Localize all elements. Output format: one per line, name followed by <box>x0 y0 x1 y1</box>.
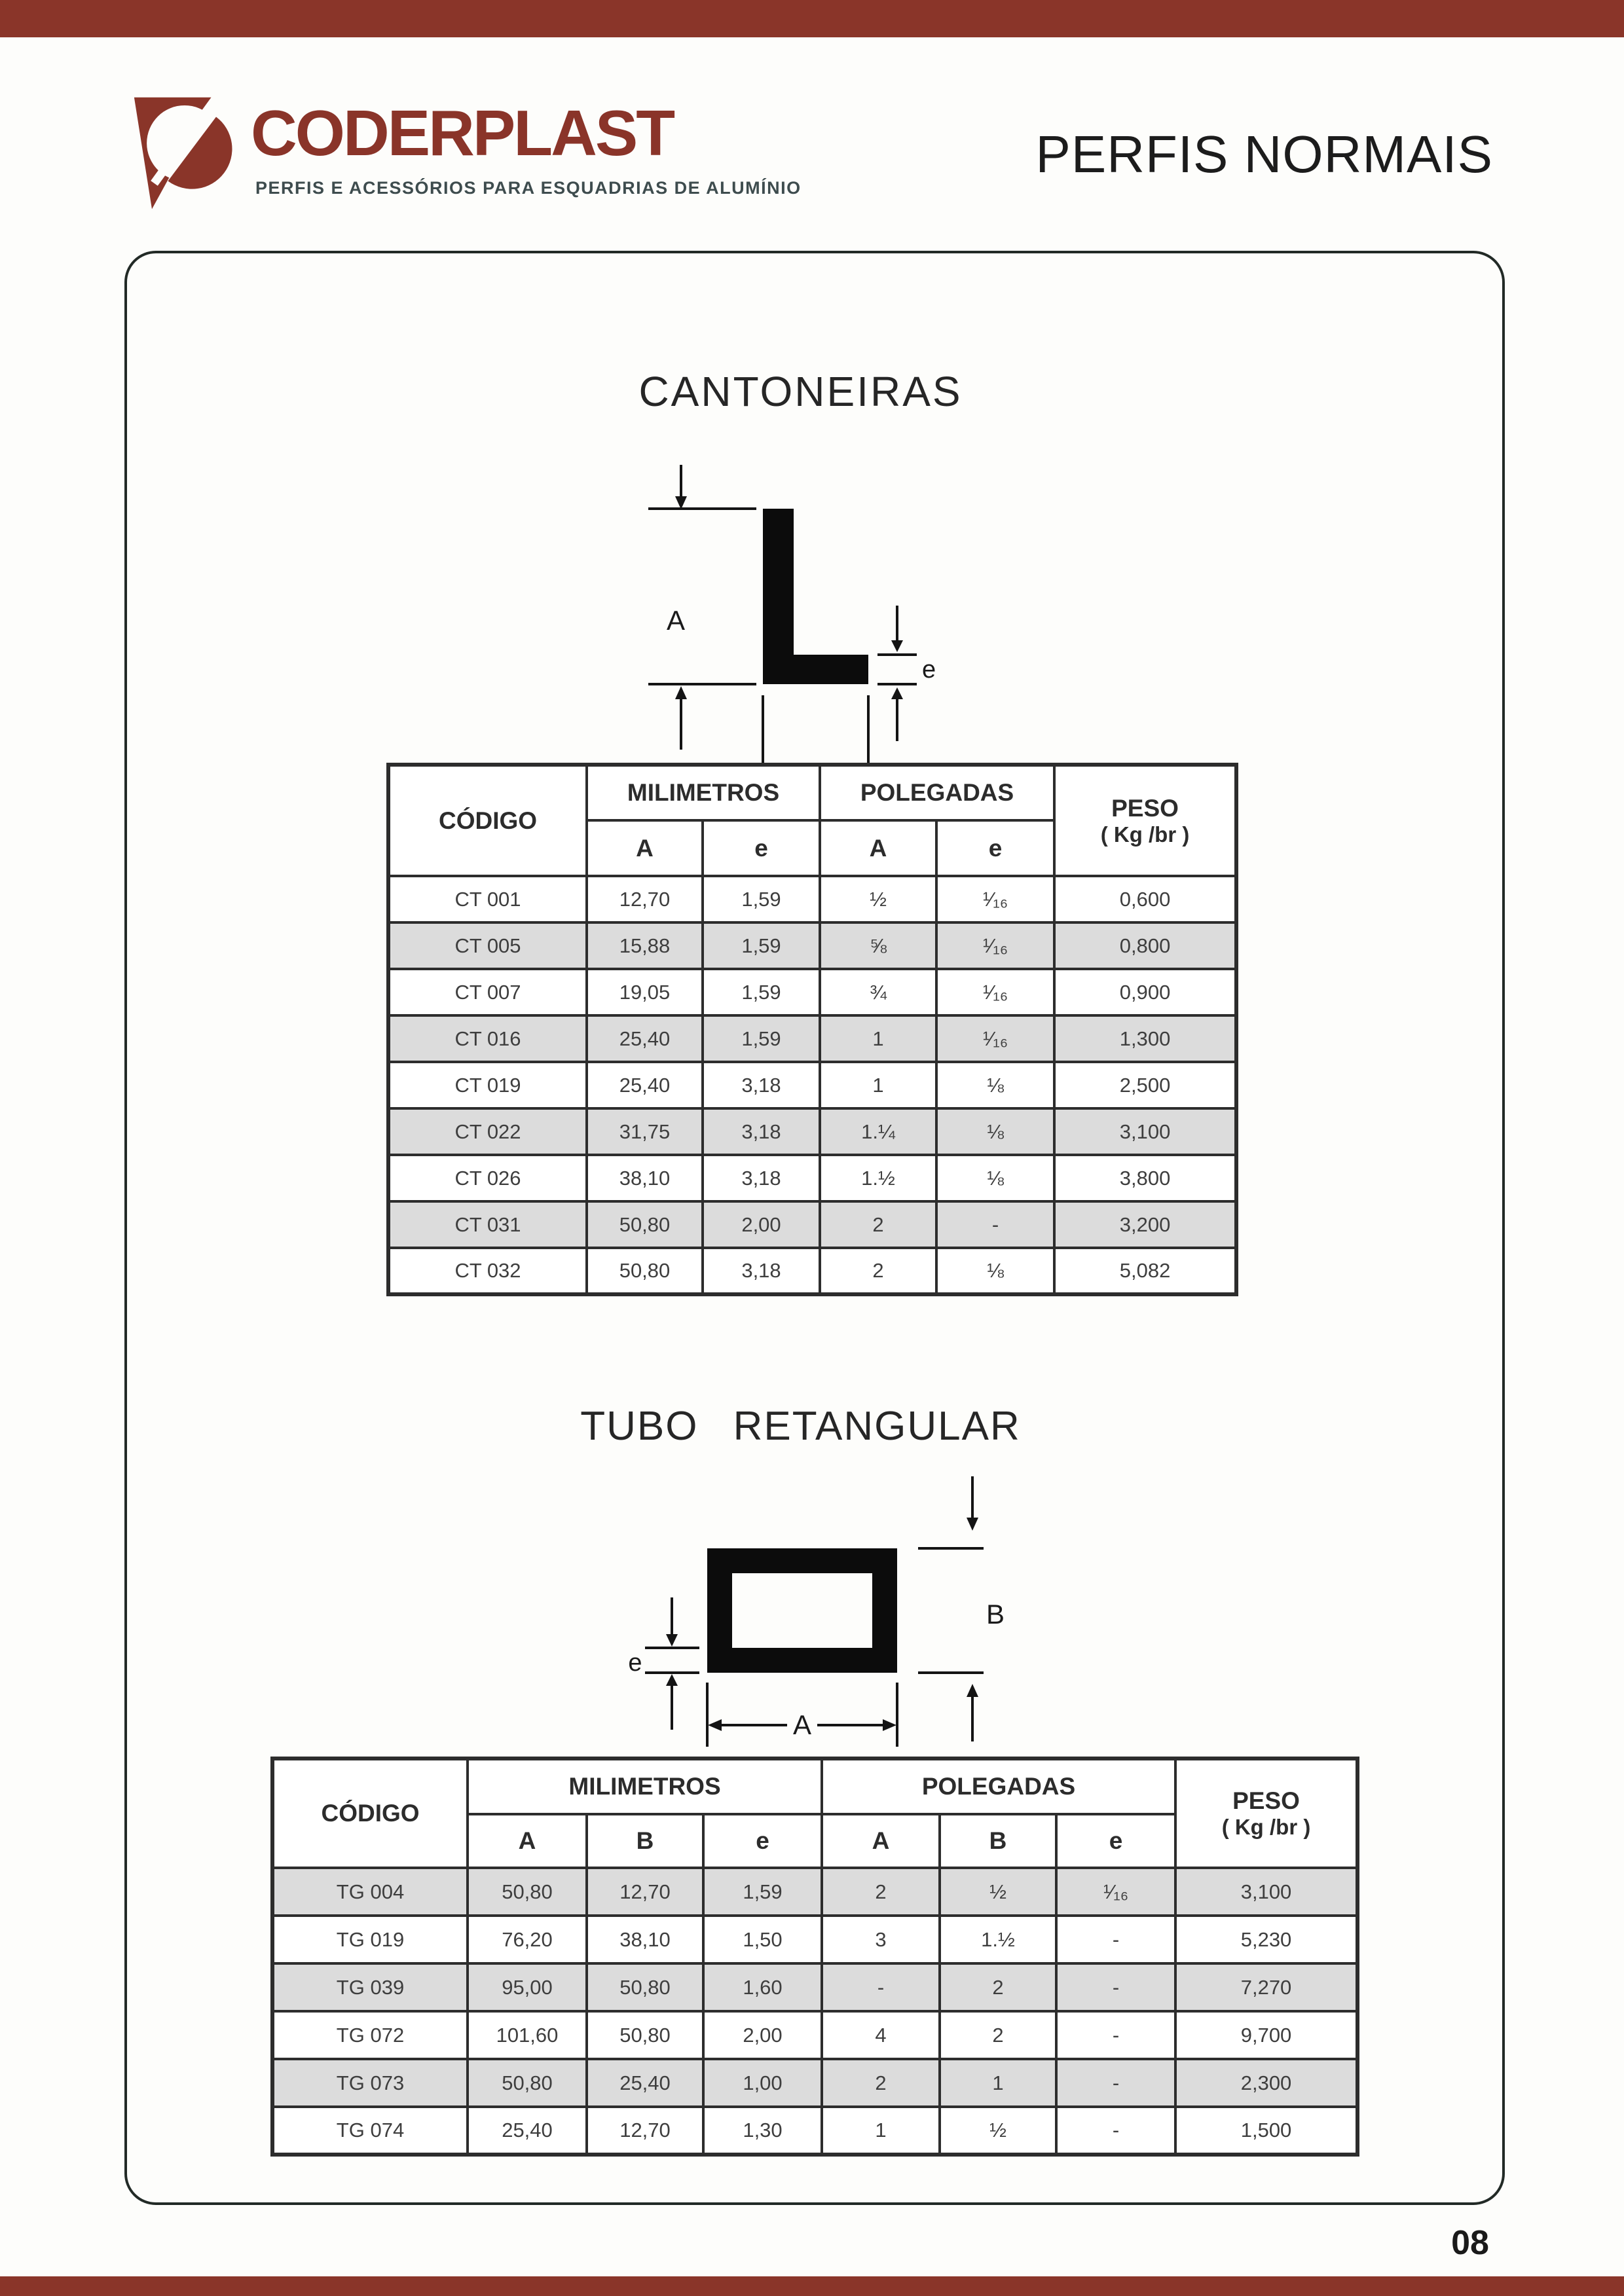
cell-mm-e: 1,59 <box>703 876 820 922</box>
cell-mm-a: 95,00 <box>468 1963 587 2011</box>
table-row <box>388 969 1236 1015</box>
cell-peso: 1,500 <box>1175 2107 1357 2155</box>
col-header-milimetros: MILIMETROS <box>468 1758 822 1814</box>
cell-pol-e: ⅛ <box>936 1108 1054 1155</box>
cell-pol-b: 2 <box>940 1963 1056 2011</box>
cell-pol-e: ¹⁄₁₆ <box>936 1015 1054 1062</box>
table-header-row <box>272 1758 1357 1814</box>
cell-mm-a: 12,70 <box>587 876 703 922</box>
peso-unit: ( Kg /br ) <box>1221 1815 1311 1839</box>
table-header-row <box>388 765 1236 820</box>
cell-pol-b: ½ <box>940 2107 1056 2155</box>
cell-codigo: TG 004 <box>272 1868 468 1916</box>
cell-pol-e: ⅛ <box>936 1155 1054 1201</box>
cell-pol-b: ½ <box>940 1868 1056 1916</box>
cell-pol-e: - <box>1056 1963 1175 2011</box>
col-header-polegadas: POLEGADAS <box>822 1758 1175 1814</box>
cell-pol-e: - <box>1056 2059 1175 2107</box>
cell-pol-e: ¹⁄₁₆ <box>936 876 1054 922</box>
cell-mm-e: 1,50 <box>703 1916 822 1963</box>
cell-pol-b: 2 <box>940 2011 1056 2059</box>
peso-label: PESO <box>1111 794 1179 822</box>
tube-inner-hole <box>732 1573 872 1648</box>
cell-pol-a: 1.½ <box>820 1155 936 1201</box>
col-header-milimetros: MILIMETROS <box>587 765 820 820</box>
l-profile-shape <box>763 509 868 684</box>
cantoneiras-table <box>386 763 1238 1296</box>
col-header-polegadas: POLEGADAS <box>820 765 1054 820</box>
cell-pol-a: 1.¼ <box>820 1108 936 1155</box>
col-header-codigo: CÓDIGO <box>272 1758 468 1868</box>
subcol-mm-a: A <box>587 820 703 876</box>
dim-label-a: A <box>792 1709 812 1740</box>
cell-peso: 3,200 <box>1054 1201 1236 1248</box>
cell-codigo: CT 007 <box>388 969 587 1015</box>
cell-codigo: CT 032 <box>388 1248 587 1294</box>
cell-pol-a: 4 <box>822 2011 940 2059</box>
section-title-cantoneiras: CANTONEIRAS <box>638 368 963 415</box>
cell-pol-e: - <box>936 1201 1054 1248</box>
cell-mm-b: 25,40 <box>587 2059 703 2107</box>
subcol-pol-a: A <box>820 820 936 876</box>
cell-pol-e: ¹⁄₁₆ <box>936 922 1054 969</box>
tubo-table <box>270 1757 1359 2157</box>
cell-pol-a: ½ <box>820 876 936 922</box>
cell-codigo: CT 026 <box>388 1155 587 1201</box>
cell-mm-a: 50,80 <box>587 1248 703 1294</box>
table-row <box>388 1155 1236 1201</box>
table-row <box>272 1963 1357 2011</box>
cell-mm-e: 2,00 <box>703 2011 822 2059</box>
peso-unit: ( Kg /br ) <box>1100 822 1190 847</box>
cell-mm-a: 25,40 <box>468 2107 587 2155</box>
cell-mm-b: 50,80 <box>587 2011 703 2059</box>
cell-mm-a: 50,80 <box>468 2059 587 2107</box>
table-row <box>272 2059 1357 2107</box>
subcol-pol-e: e <box>936 820 1054 876</box>
cell-mm-e: 1,59 <box>703 1015 820 1062</box>
cell-peso: 9,700 <box>1175 2011 1357 2059</box>
col-header-peso <box>1175 1758 1357 1868</box>
cell-pol-a: 1 <box>822 2107 940 2155</box>
cell-pol-a: ¾ <box>820 969 936 1015</box>
peso-label: PESO <box>1232 1787 1300 1814</box>
table-row <box>388 1108 1236 1155</box>
cell-mm-a: 38,10 <box>587 1155 703 1201</box>
cell-pol-a: 1 <box>820 1062 936 1108</box>
subcol-pol-e: e <box>1056 1814 1175 1868</box>
cell-mm-a: 25,40 <box>587 1062 703 1108</box>
top-color-bar <box>0 0 1624 37</box>
cell-mm-e: 3,18 <box>703 1108 820 1155</box>
cell-codigo: TG 072 <box>272 2011 468 2059</box>
cell-mm-a: 101,60 <box>468 2011 587 2059</box>
cell-peso: 7,270 <box>1175 1963 1357 2011</box>
cell-mm-b: 50,80 <box>587 1963 703 2011</box>
cell-peso: 0,900 <box>1054 969 1236 1015</box>
cell-mm-b: 12,70 <box>587 1868 703 1916</box>
table-row <box>272 2011 1357 2059</box>
cell-mm-a: 19,05 <box>587 969 703 1015</box>
cell-mm-e: 1,60 <box>703 1963 822 2011</box>
cell-mm-b: 12,70 <box>587 2107 703 2155</box>
table-row <box>272 1868 1357 1916</box>
cell-mm-e: 3,18 <box>703 1062 820 1108</box>
cell-pol-e: ¹⁄₁₆ <box>936 969 1054 1015</box>
table-row <box>388 1062 1236 1108</box>
subcol-pol-b: B <box>940 1814 1056 1868</box>
page-title: PERFIS NORMAIS <box>1035 125 1493 183</box>
cell-pol-a: 1 <box>820 1015 936 1062</box>
cell-mm-a: 25,40 <box>587 1015 703 1062</box>
subcol-mm-a: A <box>468 1814 587 1868</box>
table-row <box>388 1248 1236 1294</box>
cell-pol-e: - <box>1056 2011 1175 2059</box>
coderplast-logo-icon <box>124 90 239 225</box>
cell-pol-e: ⅛ <box>936 1062 1054 1108</box>
bottom-color-bar <box>0 2276 1624 2296</box>
tubo-profile-diagram <box>616 1460 1061 1755</box>
cell-mm-e: 1,00 <box>703 2059 822 2107</box>
cell-mm-a: 15,88 <box>587 922 703 969</box>
cell-mm-e: 1,59 <box>703 922 820 969</box>
cell-pol-e: ⅛ <box>936 1248 1054 1294</box>
cell-codigo: CT 031 <box>388 1201 587 1248</box>
cell-mm-a: 50,80 <box>468 1868 587 1916</box>
table-row <box>388 922 1236 969</box>
cell-codigo: CT 019 <box>388 1062 587 1108</box>
cell-codigo: CT 005 <box>388 922 587 969</box>
cell-pol-e: - <box>1056 2107 1175 2155</box>
table-row <box>388 876 1236 922</box>
brand-tagline: PERFIS E ACESSÓRIOS PARA ESQUADRIAS DE ALUMÍNIO <box>255 178 802 198</box>
cell-pol-a: 3 <box>822 1916 940 1963</box>
subcol-pol-a: A <box>822 1814 940 1868</box>
cell-codigo: TG 074 <box>272 2107 468 2155</box>
cell-pol-a: 2 <box>820 1248 936 1294</box>
page-number: 08 <box>1451 2224 1489 2262</box>
table-row <box>388 1201 1236 1248</box>
cell-pol-b: 1.½ <box>940 1916 1056 1963</box>
cell-codigo: CT 001 <box>388 876 587 922</box>
cell-pol-e: - <box>1056 1916 1175 1963</box>
cell-mm-e: 3,18 <box>703 1248 820 1294</box>
cell-mm-e: 1,59 <box>703 1868 822 1916</box>
cell-mm-e: 1,59 <box>703 969 820 1015</box>
cell-peso: 5,082 <box>1054 1248 1236 1294</box>
cell-pol-a: 2 <box>822 1868 940 1916</box>
dim-label-e: e <box>628 1649 642 1677</box>
cell-peso: 5,230 <box>1175 1916 1357 1963</box>
subcol-mm-e: e <box>703 820 820 876</box>
col-header-codigo: CÓDIGO <box>388 765 587 876</box>
cell-mm-b: 38,10 <box>587 1916 703 1963</box>
subcol-mm-b: B <box>587 1814 703 1868</box>
cell-codigo: CT 016 <box>388 1015 587 1062</box>
cell-mm-a: 76,20 <box>468 1916 587 1963</box>
cell-mm-e: 1,30 <box>703 2107 822 2155</box>
cell-peso: 3,100 <box>1175 1868 1357 1916</box>
cell-codigo: TG 073 <box>272 2059 468 2107</box>
subcol-mm-e: e <box>703 1814 822 1868</box>
cell-peso: 0,800 <box>1054 922 1236 969</box>
cell-pol-a: 2 <box>822 2059 940 2107</box>
cell-pol-a: 2 <box>820 1201 936 1248</box>
cell-mm-a: 31,75 <box>587 1108 703 1155</box>
table-row <box>388 1015 1236 1062</box>
cell-peso: 3,800 <box>1054 1155 1236 1201</box>
cell-pol-e: ¹⁄₁₆ <box>1056 1868 1175 1916</box>
dim-label-b: B <box>986 1599 1005 1630</box>
cell-peso: 2,300 <box>1175 2059 1357 2107</box>
section-title-tubo-retangular: TUBO RETANGULAR <box>580 1404 1021 1449</box>
cell-mm-e: 3,18 <box>703 1155 820 1201</box>
cell-codigo: TG 039 <box>272 1963 468 2011</box>
dim-label-e: e <box>922 656 936 683</box>
cell-pol-b: 1 <box>940 2059 1056 2107</box>
table-row <box>272 1916 1357 1963</box>
cell-peso: 1,300 <box>1054 1015 1236 1062</box>
cell-codigo: TG 019 <box>272 1916 468 1963</box>
cell-pol-a: ⅝ <box>820 922 936 969</box>
cell-codigo: CT 022 <box>388 1108 587 1155</box>
cell-peso: 3,100 <box>1054 1108 1236 1155</box>
cell-mm-a: 50,80 <box>587 1201 703 1248</box>
brand-name: CODERPLAST <box>251 97 674 169</box>
cell-peso: 2,500 <box>1054 1062 1236 1108</box>
cell-mm-e: 2,00 <box>703 1201 820 1248</box>
table-row <box>272 2107 1357 2155</box>
dim-label-a-vertical: A <box>666 605 686 636</box>
cell-peso: 0,600 <box>1054 876 1236 922</box>
cell-pol-a: - <box>822 1963 940 2011</box>
col-header-peso <box>1054 765 1236 876</box>
